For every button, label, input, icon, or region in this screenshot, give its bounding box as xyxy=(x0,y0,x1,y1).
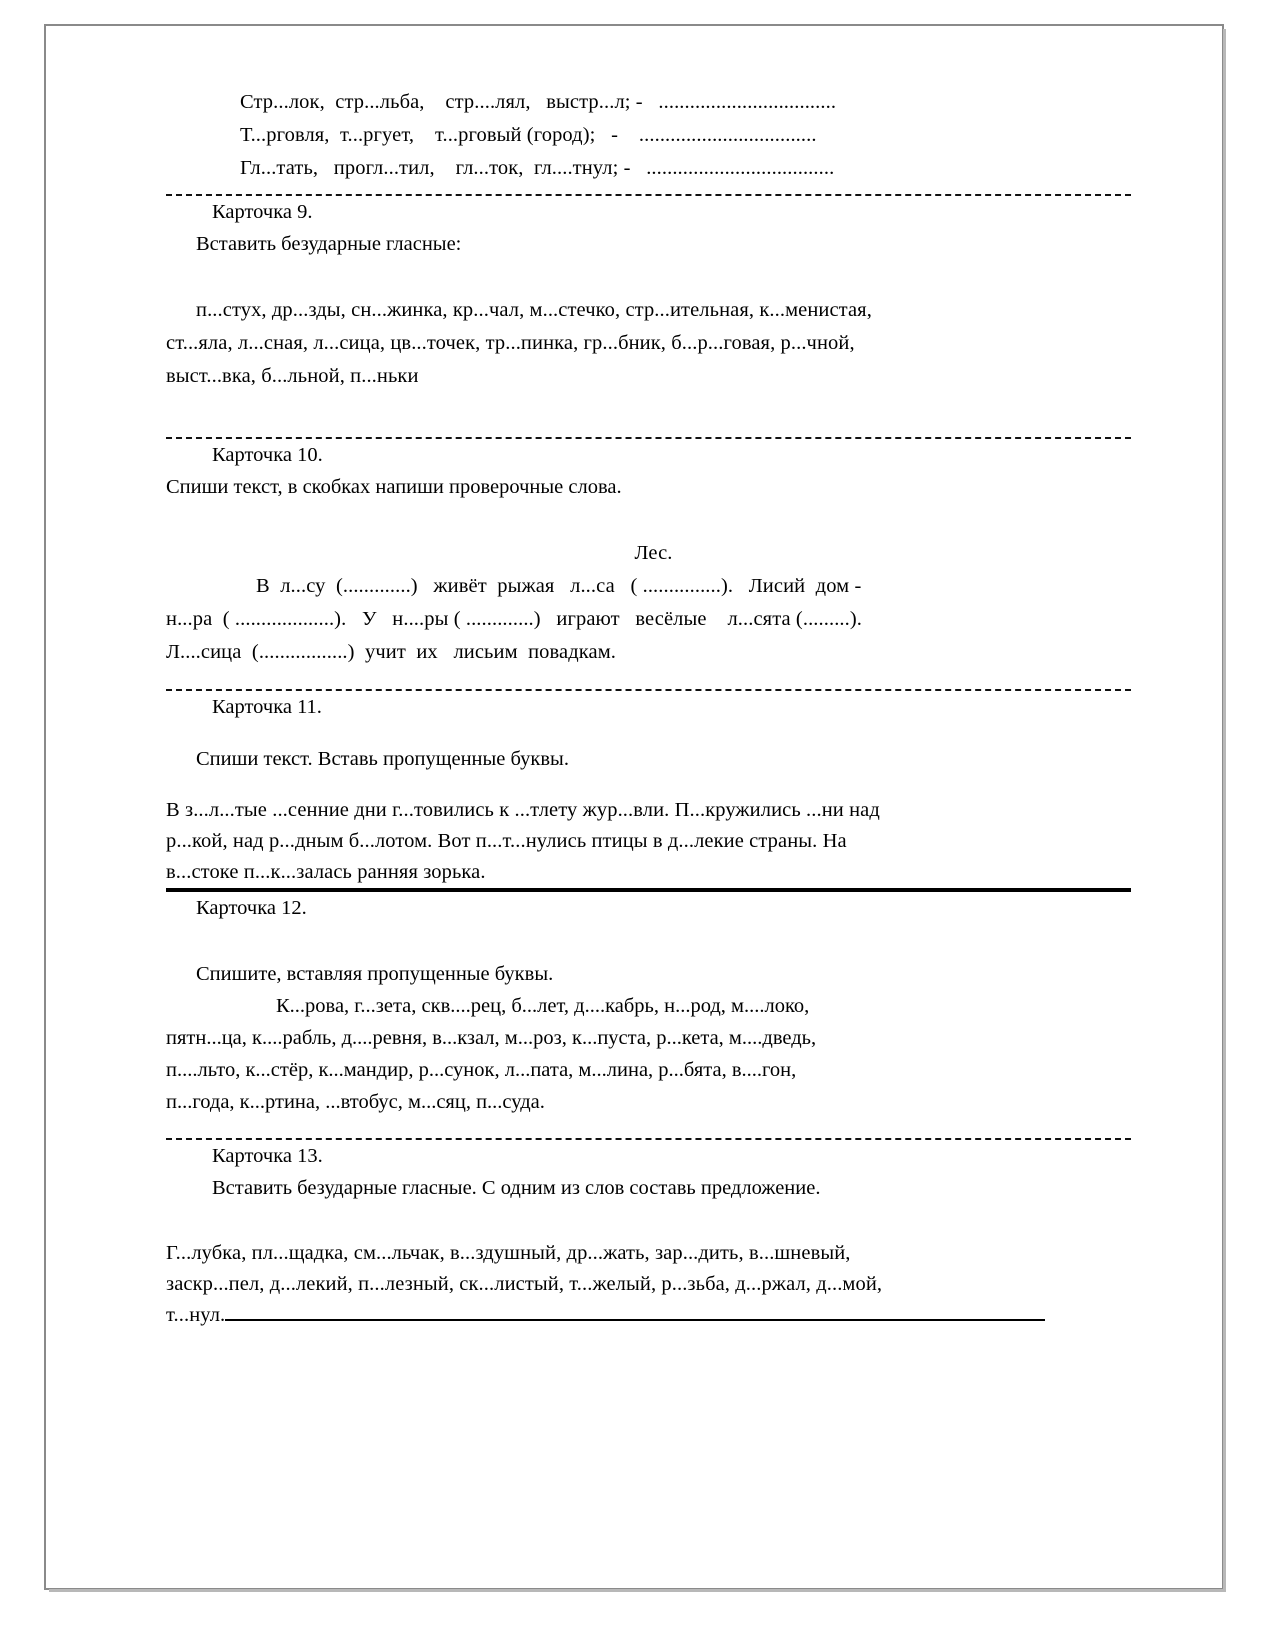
card-12-instruction: Спишите, вставляя пропущенные буквы. xyxy=(196,963,554,985)
card-9-body-line-2: ст...яла, л...сная, л...сица, цв...точек, тр...пинка, гр...бник, б...р...говая, р...чной, xyxy=(166,332,855,354)
card-11-heading: Карточка 11. xyxy=(212,696,322,718)
top-block-line-3: Гл...тать, прогл...тил, гл...ток, гл....тнул; - .................................... xyxy=(240,157,835,179)
card-10-instruction: Спиши текст, в скобках напиши проверочные слова. xyxy=(166,476,622,498)
card-12-body-line-1: К...рова, г...зета, скв....рец, б...лет, д....кабрь, н...род, м....локо, xyxy=(276,995,810,1017)
top-block-line-2: Т...рговля, т...ргует, т...рговый (город); - .................................. xyxy=(240,124,817,146)
card-13-answer-rule xyxy=(225,1304,1045,1321)
card-11-instruction: Спиши текст. Вставь пропущенные буквы. xyxy=(196,748,569,770)
worksheet-sheet xyxy=(166,86,1141,1331)
card-9-body-line-1: п...стух, др...зды, сн...жинка, кр...чал, м...стечко, стр...ительная, к...менистая, xyxy=(196,299,872,321)
card-9-heading: Карточка 9. xyxy=(212,201,313,223)
card-10-body-line-1: В л...су (.............) живёт рыжая л...са ( ...............). Лисий дом - xyxy=(256,575,862,597)
card-12-body-line-3: п....льто, к...стёр, к...мандир, р...сунок, л...пата, м...лина, р...бята, в....гон, xyxy=(166,1059,797,1081)
card-9-body-line-3: выст...вка, б...льной, п...ньки xyxy=(166,365,419,387)
card-13-body-line-2: заскр...пел, д...лекий, п...лезный, ск...листый, т...желый, р...зьба, д...ржал, д...мой, xyxy=(166,1273,883,1295)
card-13-last-line xyxy=(166,1300,1141,1331)
card-13-body-line-1: Г...лубка, пл...щадка, см...льчак, в...здушный, др...жать, зар...дить, в...шневый, xyxy=(166,1242,851,1264)
card-11-body-line-2: р...кой, над р...дным б...лотом. Вот п...т...нулись птицы в д...лекие страны. На xyxy=(166,830,847,852)
top-block-line-1: Стр...лок, стр...льба, стр....лял, выстр...л; - .................................. xyxy=(240,91,837,113)
card-12-body-line-4: п...года, к...ртина, ...втобус, м...сяц, п...суда. xyxy=(166,1091,545,1113)
card-9-instruction: Вставить безударные гласные: xyxy=(196,233,462,255)
card-12 xyxy=(166,892,1141,1118)
card-13-instruction: Вставить безударные гласные. С одним из слов составь предложение. xyxy=(212,1177,821,1199)
card-10-text-title: Лес. xyxy=(634,542,673,564)
card-12-heading: Карточка 12. xyxy=(196,897,307,919)
card-13 xyxy=(166,1140,1141,1331)
card-11-body-line-3: в...стоке п...к...залась ранняя зорька. xyxy=(166,861,486,883)
card-11-body-line-1: В з...л...тые ...сенние дни г...товились к ...тлету жур...вли. П...кружились ...ни над xyxy=(166,799,880,821)
card-13-heading: Карточка 13. xyxy=(212,1145,323,1167)
card-11 xyxy=(166,691,1141,888)
card-9 xyxy=(166,196,1141,393)
card-10 xyxy=(166,439,1141,669)
card-10-body-line-3: Л....сица (.................) учит их лисьим повадкам. xyxy=(166,641,617,663)
card-10-heading: Карточка 10. xyxy=(212,444,323,466)
card-10-body-line-2: н...ра ( ...................). У н....ры ( .............) играют весёлые л...сята (.........). xyxy=(166,608,863,630)
card-13-last-word: т...нул. xyxy=(166,1304,226,1326)
page-frame xyxy=(44,24,1224,1590)
card-12-body-line-2: пятн...ца, к....рабль, д....ревня, в...кзал, м...роз, к...пуста, р...кета, м....дведь, xyxy=(166,1027,817,1049)
top-block xyxy=(166,86,1141,185)
